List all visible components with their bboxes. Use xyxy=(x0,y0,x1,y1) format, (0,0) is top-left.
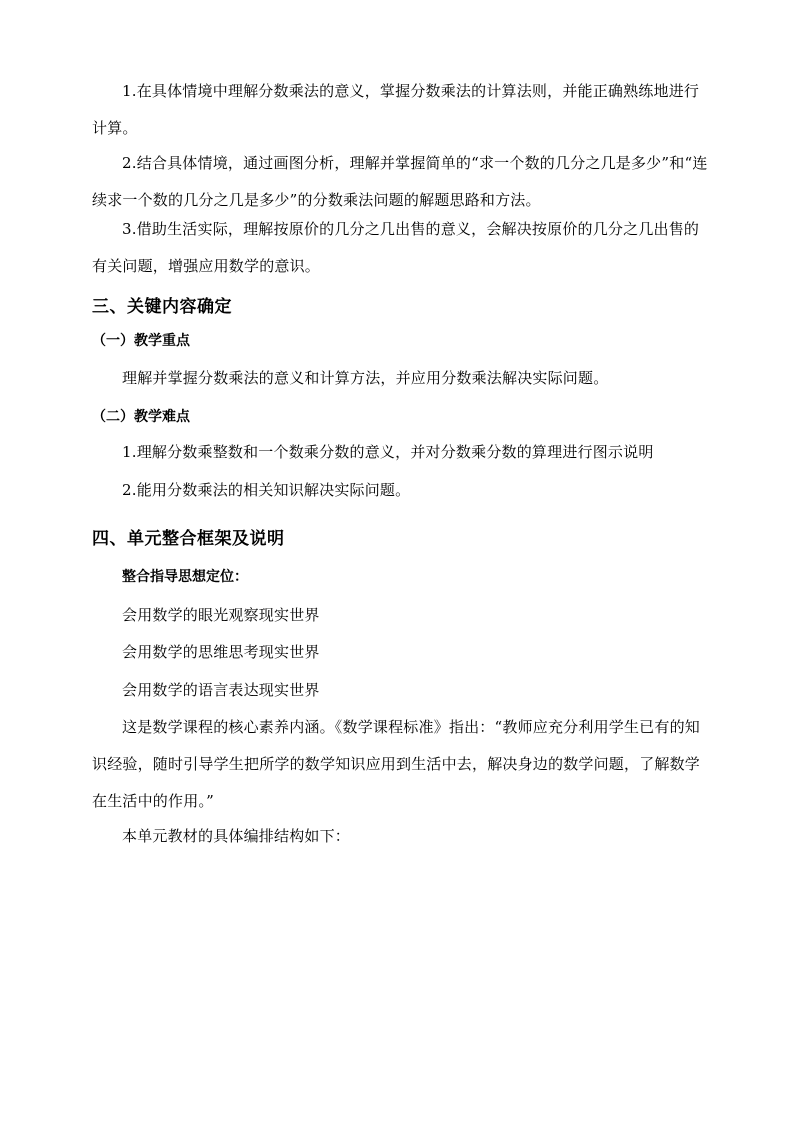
core-literacy-line-1: 会用数学的眼光观察现实世界 xyxy=(122,606,320,624)
objective-item-2: 2.结合具体情境，通过画图分析，理解并掌握简单的“求一个数的几分之几是多少”和“连续求一个数的几分之几是多少”的分数乘法问题的解题思路和方法。 xyxy=(92,154,708,209)
core-literacy-line-2: 会用数学的思维思考现实世界 xyxy=(122,643,320,661)
objective-item-3: 3.借助生活实际，理解按原价的几分之几出售的意义，会解决按原价的几分之几出售的有关问题，增强应用数学的意识。 xyxy=(92,220,700,275)
section-heading-key-content: 三、关键内容确定 xyxy=(92,297,232,317)
objective-item-1: 1.在具体情境中理解分数乘法的意义，掌握分数乘法的计算法则，并能正确熟练地进行计算。 xyxy=(92,82,700,137)
difficulty-item-1: 1.理解分数乘整数和一个数乘分数的意义，并对分数乘分数的算理进行图示说明 xyxy=(122,443,654,461)
teaching-focus-text: 理解并掌握分数乘法的意义和计算方法，并应用分数乘法解决实际问题。 xyxy=(122,369,609,387)
core-literacy-line-3: 会用数学的语言表达现实世界 xyxy=(122,681,320,699)
subheading-teaching-focus: （一）教学重点 xyxy=(92,333,190,349)
structure-intro-text: 本单元教材的具体编排结构如下： xyxy=(122,827,351,845)
curriculum-standard-paragraph: 这是数学课程的核心素养内涵。《数学课程标准》指出：“教师应充分利用学生已有的知识经验，随时引导学生把所学的数学知识应用到生活中去，解决身边的数学问题，了解数学在生活中的作用。” xyxy=(92,718,701,810)
difficulty-item-2: 2.能用分数乘法的相关知识解决实际问题。 xyxy=(122,481,411,499)
subheading-teaching-difficulty: （二）教学难点 xyxy=(92,409,190,425)
subheading-guiding-ideology: 整合指导思想定位： xyxy=(122,569,248,585)
section-heading-unit-framework: 四、单元整合框架及说明 xyxy=(92,529,285,549)
